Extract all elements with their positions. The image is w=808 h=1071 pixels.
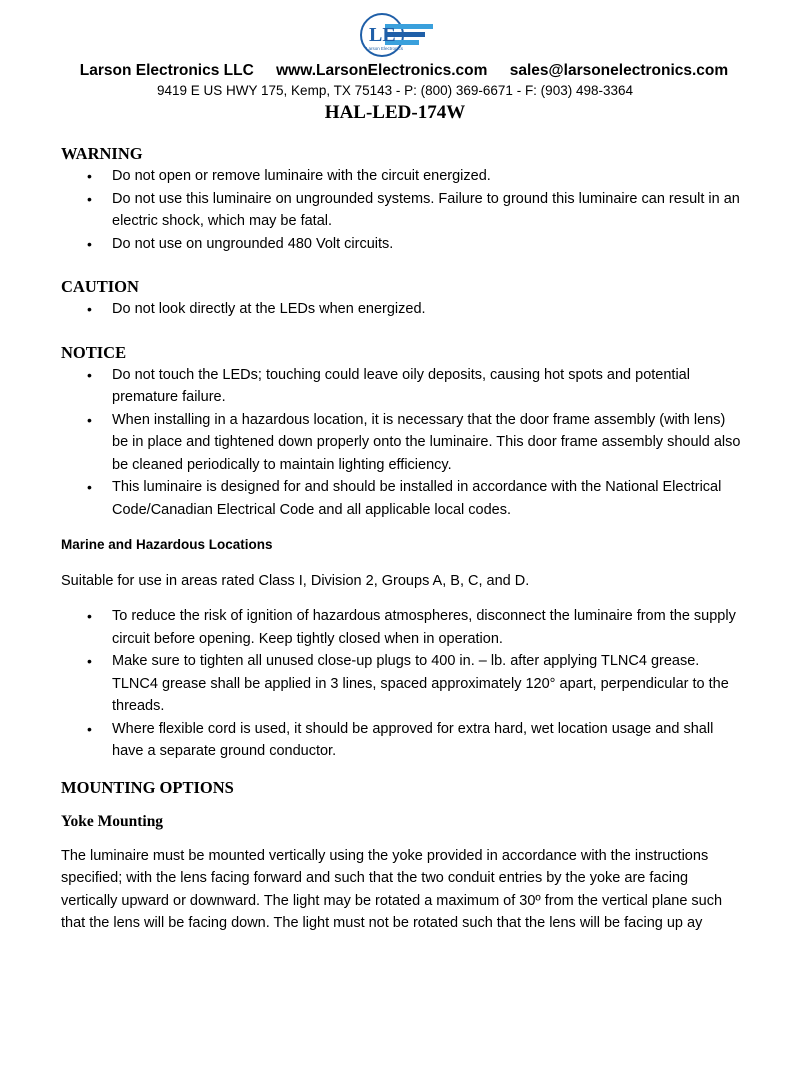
company-name: Larson Electronics LLC <box>79 62 254 79</box>
document-body <box>61 143 741 935</box>
website-link[interactable]: www.LarsonElectronics.com <box>276 62 488 79</box>
document-title: HAL-LED-174W <box>324 102 466 123</box>
list-item: • To reduce the risk of ignition of hazardous atmospheres, disconnect the luminaire from the supply circuit before opening. Keep tightly closed when in operation. <box>61 605 741 650</box>
yoke-mounting-heading: Yoke Mounting <box>61 812 164 830</box>
list-item: • This luminaire is designed for and should be installed in accordance with the National Electrical Code/Canadian Electrical Code and all applicable local codes. <box>61 476 741 521</box>
list-item: • Where flexible cord is used, it should be approved for extra hard, wet location usage and shall have a separate ground conductor. <box>61 718 741 763</box>
list-item: • Make sure to tighten all unused close-up plugs to 400 in. – lb. after applying TLNC4 grease. TLNC4 grease shall be applied in 3 lines, spaced approximately 120° apart, perpendicular to the threads. <box>61 650 741 718</box>
mounting-heading: MOUNTING OPTIONS <box>61 777 234 797</box>
notice-list <box>61 364 741 522</box>
marine-heading: Marine and Hazardous Locations <box>61 537 273 552</box>
list-item: • Do not look directly at the LEDs when energized. <box>61 298 741 321</box>
list-item: • Do not touch the LEDs; touching could leave oily deposits, causing hot spots and potential premature failure. <box>61 364 741 409</box>
company-contact-line <box>0 62 808 80</box>
caution-heading: CAUTION <box>61 277 139 296</box>
caution-list <box>61 298 741 321</box>
address-line: 9419 E US HWY 175, Kemp, TX 75143 - P: (800) 369-6671 - F: (903) 498-3364 <box>156 83 634 98</box>
marine-intro: Suitable for use in areas rated Class I, Division 2, Groups A, B, C, and D. <box>61 572 530 589</box>
logo-subtext: Larson Electronics <box>366 46 404 51</box>
list-item: • Do not use this luminaire on ungrounded systems. Failure to ground this luminaire can result in an electric shock, which may be fatal. <box>61 188 741 233</box>
larson-electronics-logo <box>355 10 435 60</box>
list-item: • Do not use on ungrounded 480 Volt circuits. <box>61 233 741 256</box>
warning-heading: WARNING <box>61 144 143 163</box>
yoke-mounting-paragraph: The luminaire must be mounted vertically using the yoke provided in accordance with the instructions specified; with the lens facing forward and such that the two conduit entries by the yoke are facing vertically upward or downward. The light may be rotated a maximum of 30º from the vertical plane such that the lens will be facing down. The light must not be rotated such that the lens will be facing up ay <box>61 847 723 931</box>
list-item: • Do not open or remove luminaire with the circuit energized. <box>61 165 741 188</box>
logo-letters: LE <box>369 24 396 46</box>
warning-list <box>61 165 741 255</box>
marine-list <box>61 605 741 763</box>
list-item: • When installing in a hazardous location, it is necessary that the door frame assembly (with lens) be in place and tightened down properly onto the luminaire. This door frame assembly should also be cleaned periodically to maintain lighting efficiency. <box>61 409 741 477</box>
email-link[interactable]: sales@larsonelectronics.com <box>509 62 729 79</box>
notice-heading: NOTICE <box>61 342 127 362</box>
